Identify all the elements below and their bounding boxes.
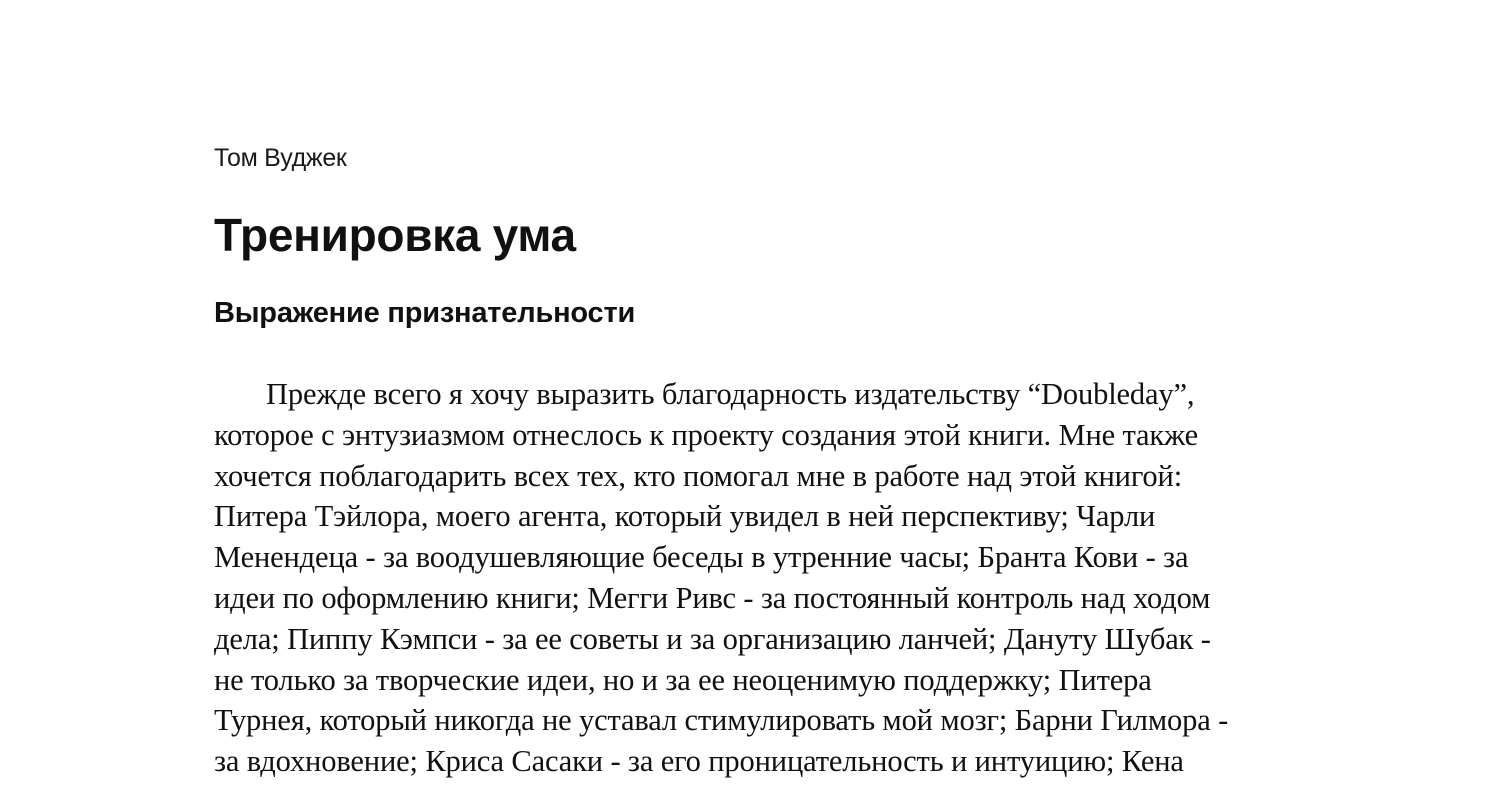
paragraph-line: хочется поблагодарить всех тех, кто помогал мне в работе над этой книгой: <box>214 458 1183 493</box>
paragraph-line: Прежде всего я хочу выразить благодарность издательству “Doubleday”, <box>266 377 1195 411</box>
book-author: Том Вуджек <box>214 144 347 172</box>
paragraph-line: которое с энтузиазмом отнеслось к проекту создания этой книги. Мне также <box>214 417 1198 452</box>
acknowledgements-paragraph <box>214 374 1414 782</box>
paragraph-line: Менендеца - за воодушевляющие беседы в утренние часы; Бранта Кови - за <box>214 540 1189 575</box>
book-title: Тренировка ума <box>214 209 576 261</box>
section-heading: Выражение признательности <box>214 297 636 329</box>
paragraph-line: не только за творческие идеи, но и за ее неоценимую поддержку; Питера <box>214 662 1152 697</box>
paragraph-line: дела; Пиппу Кэмпси - за ее советы и за организацию ланчей; Дануту Шубак - <box>214 621 1211 656</box>
paragraph-line: идеи по оформлению книги; Мегги Ривс - за постоянный контроль над ходом <box>214 580 1211 615</box>
paragraph-line: Питера Тэйлора, моего агента, который увидел в ней перспективу; Чарли <box>214 499 1156 534</box>
paragraph-line: за вдохновение; Криса Сасаки - за его проницательность и интуицию; Кена <box>214 744 1184 779</box>
paragraph-line: Турнея, который никогда не уставал стимулировать мой мозг; Барни Гилмора - <box>214 703 1229 738</box>
